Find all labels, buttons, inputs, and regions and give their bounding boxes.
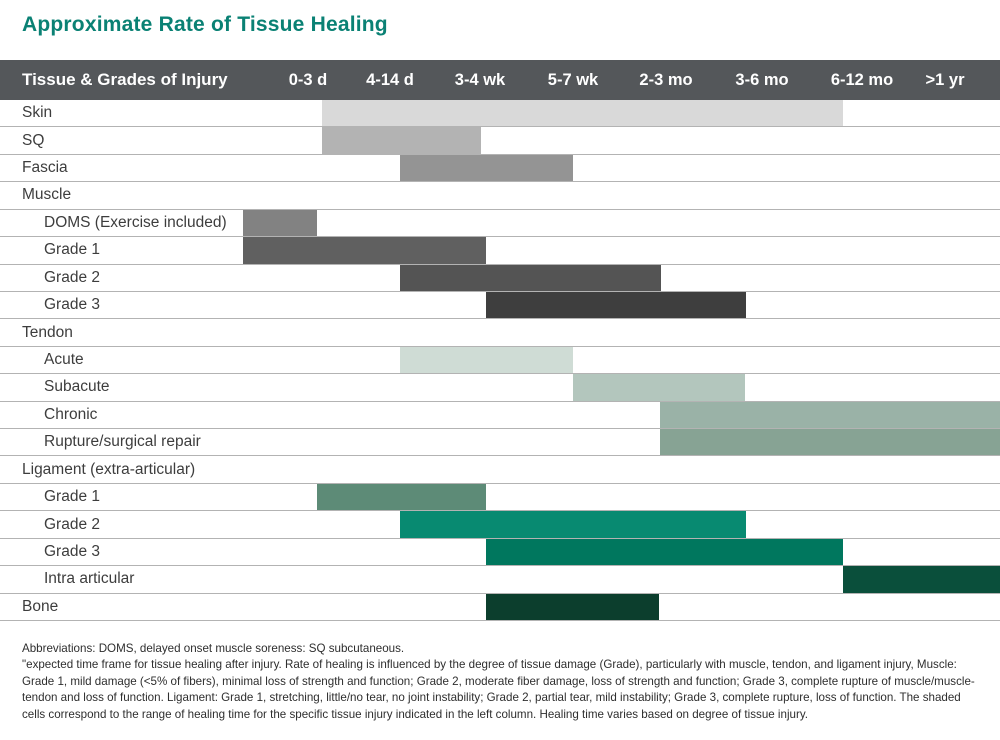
header-col-4-14-d: 4-14 d (366, 70, 414, 89)
chart-row (0, 511, 1000, 538)
healing-range-bar (400, 265, 661, 291)
healing-range-bar (400, 347, 573, 373)
header-col-6-12-mo: 6-12 mo (830, 70, 894, 89)
footnote-abbreviations: Abbreviations: DOMS, delayed onset muscle soreness: SQ subcutaneous. (22, 642, 405, 655)
healing-range-bar (322, 100, 843, 126)
chart-row (0, 100, 1000, 127)
chart-row (0, 127, 1000, 154)
chart-row (0, 292, 1000, 319)
page-title: Approximate Rate of Tissue Healing (22, 13, 388, 36)
chart-row (0, 594, 1000, 621)
row-label: Grade 1 (44, 241, 101, 259)
chart-row (0, 484, 1000, 511)
row-label: Subacute (44, 378, 110, 396)
header-col-3-4-wk: 3-4 wk (454, 70, 506, 89)
chart-row (0, 319, 1000, 346)
healing-range-bar (486, 594, 659, 620)
header-col--1-yr: >1 yr (925, 70, 965, 89)
healing-range-bar (843, 566, 1000, 592)
header-tissue-column-label: Tissue & Grades of Injury (22, 70, 228, 89)
row-label: Grade 1 (44, 488, 101, 506)
chart-rows (0, 100, 1000, 621)
row-label: Fascia (22, 159, 68, 177)
chart-row (0, 155, 1000, 182)
row-label: DOMS (Exercise included) (44, 213, 227, 231)
healing-range-bar (243, 237, 486, 263)
healing-range-bar (486, 292, 746, 318)
chart-row (0, 265, 1000, 292)
table-header-row (0, 60, 1000, 100)
healing-range-bar (486, 539, 843, 565)
chart-row (0, 566, 1000, 593)
row-label: Intra articular (44, 570, 135, 588)
header-col-2-3-mo: 2-3 mo (639, 70, 693, 89)
healing-range-bar (243, 210, 317, 236)
healing-range-bar (322, 127, 481, 153)
footnote-note: "expected time frame for tissue healing after injury. Rate of healing is influenced by the degree of tissue damage (Grade), particularly with muscle, tendon, and ligament injury, Muscle: Grade 1, mild damage (<5% of fibers), minimal loss of strength and function; Grade 2, moderate fiber damage, loss of strength and function; Grade 3, complete rupture of muscle/muscle-tendon and loss of function. Ligament: Grade 1, stretching, little/no tear, no joint instability; Grade 2, partial tear, mild instability; Grade 3, complete rupture, loss of function. The shaded cells correspond to the range of healing time for the specific tissue injury indicated in the left column. Healing time varies based on degree of tissue injury. (22, 658, 975, 721)
row-label: Ligament (extra-articular) (22, 460, 196, 478)
healing-range-bar (573, 374, 745, 400)
row-label: Chronic (44, 405, 98, 423)
row-label: Grade 3 (44, 542, 101, 560)
header-col-5-7-wk: 5-7 wk (547, 70, 599, 89)
chart-row (0, 429, 1000, 456)
header-col-0-3-d: 0-3 d (288, 70, 328, 89)
chart-row (0, 347, 1000, 374)
row-label: Grade 3 (44, 296, 101, 314)
row-label: Bone (22, 597, 59, 615)
row-label: Grade 2 (44, 515, 101, 533)
row-label: Grade 2 (44, 268, 101, 286)
chart-row (0, 237, 1000, 264)
row-label: Tendon (22, 323, 73, 341)
chart-row (0, 456, 1000, 483)
healing-range-bar (660, 402, 1000, 428)
row-label: SQ (22, 131, 45, 149)
healing-range-bar (317, 484, 486, 510)
row-label: Skin (22, 104, 53, 122)
healing-range-bar (660, 429, 1000, 455)
healing-range-bar (400, 511, 746, 537)
row-label: Muscle (22, 186, 72, 204)
chart-row (0, 210, 1000, 237)
footnote (22, 641, 980, 723)
row-label: Acute (44, 351, 84, 368)
header-col-3-6-mo: 3-6 mo (735, 70, 789, 89)
chart-row (0, 539, 1000, 566)
row-label: Rupture/surgical repair (44, 433, 201, 451)
healing-range-bar (400, 155, 573, 181)
chart-row (0, 402, 1000, 429)
chart-row (0, 182, 1000, 209)
chart-row (0, 374, 1000, 401)
